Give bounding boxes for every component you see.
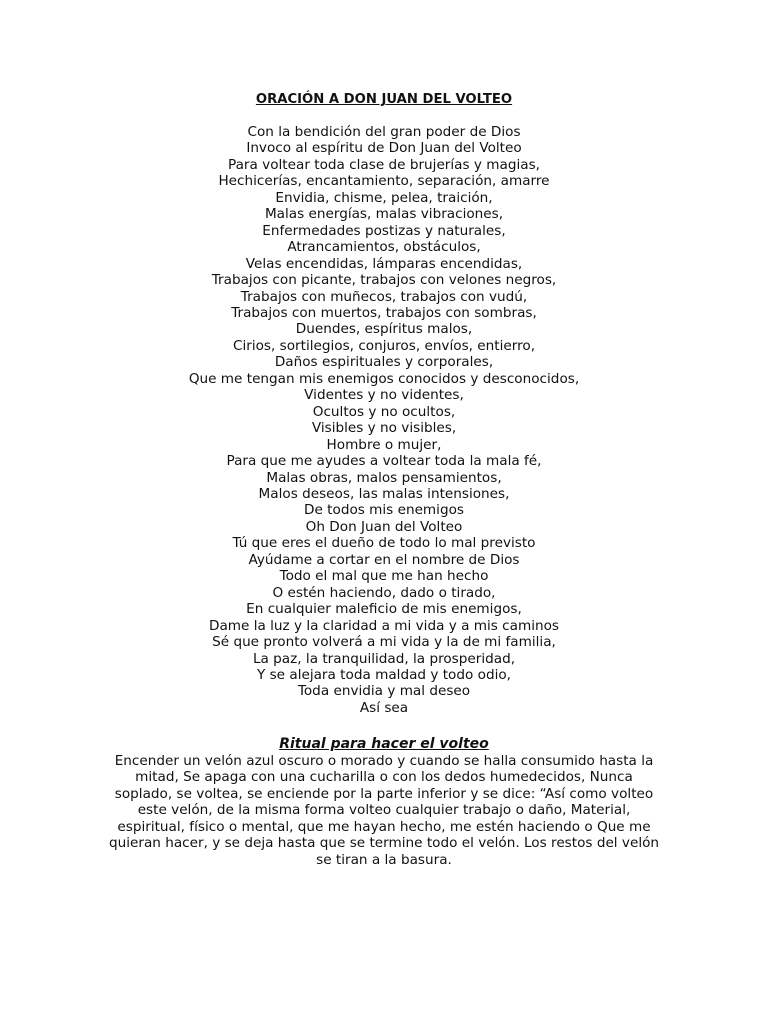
prayer-line: Para que me ayudes a voltear toda la mala fé, xyxy=(226,453,542,470)
document-title: ORACIÓN A DON JUAN DEL VOLTEO xyxy=(255,92,513,107)
prayer-line: Velas encendidas, lámparas encendidas, xyxy=(245,255,523,272)
prayer-line: Ocultos y no ocultos, xyxy=(312,403,456,420)
ritual-paragraph: Encender un velón azul oscuro o morado y cuando se halla consumido hasta la mitad, Se apaga con una cucharilla o con los dedos humedecidos, Nunca soplado, se voltea, se enciende por la parte inferior y se dice: “Así como volteo este velón, de la misma forma volteo cualquier trabajo o daño, Material, espiritual, físico o mental, que me hayan hecho, me estén haciendo o Que me quieran hacer, y se deja hasta que se termine todo el velón. Los restos del velón se tiran a la basura. xyxy=(108,753,660,868)
prayer-line: Así sea xyxy=(359,699,409,716)
prayer-line: Trabajos con picante, trabajos con velones negros, xyxy=(211,272,557,289)
prayer-line: Cirios, sortilegios, conjuros, envíos, entierro, xyxy=(232,337,536,354)
prayer-line: Hombre o mujer, xyxy=(326,436,442,453)
prayer-line: Todo el mal que me han hecho xyxy=(279,568,489,585)
prayer-line: Y se alejara toda maldad y todo odio, xyxy=(256,666,512,683)
prayer-line: Que me tengan mis enemigos conocidos y desconocidos, xyxy=(188,370,580,387)
prayer-line: Ayúdame a cortar en el nombre de Dios xyxy=(248,551,520,568)
prayer-line: Malos deseos, las malas intensiones, xyxy=(258,485,510,502)
prayer-line: Oh Don Juan del Volteo xyxy=(305,518,463,535)
prayer-line: Malas obras, malos pensamientos, xyxy=(266,469,502,486)
prayer-line: Duendes, espíritus malos, xyxy=(295,321,473,338)
prayer-line: Trabajos con muñecos, trabajos con vudú, xyxy=(240,288,528,305)
ritual-heading: Ritual para hacer el volteo xyxy=(279,736,489,752)
prayer-line: Hechicerías, encantamiento, separación, amarre xyxy=(218,173,550,190)
prayer-line: La paz, la tranquilidad, la prosperidad, xyxy=(252,650,516,667)
prayer-line: Toda envidia y mal deseo xyxy=(297,683,471,700)
prayer-line: Sé que pronto volverá a mi vida y la de mi familia, xyxy=(212,634,556,651)
prayer-line: Atrancamientos, obstáculos, xyxy=(287,239,481,256)
prayer-line: Tú que eres el dueño de todo lo mal previsto xyxy=(232,535,536,552)
prayer-line: Con la bendición del gran poder de Dios xyxy=(247,124,521,140)
prayer-line: Enfermedades postizas y naturales, xyxy=(262,222,506,239)
prayer-line: Daños espirituales y corporales, xyxy=(274,354,494,371)
prayer-line: O estén haciendo, dado o tirado, xyxy=(272,584,496,601)
prayer-line: Envidia, chisme, pelea, traición, xyxy=(275,189,493,206)
prayer-text xyxy=(0,124,768,716)
prayer-line: Malas energías, malas vibraciones, xyxy=(264,206,504,223)
prayer-line: Para voltear toda clase de brujerías y magias, xyxy=(228,156,540,173)
prayer-line: De todos mis enemigos xyxy=(304,502,464,519)
prayer-line: Visibles y no visibles, xyxy=(311,420,457,437)
prayer-line: Invoco al espíritu de Don Juan del Volteo xyxy=(246,140,522,157)
prayer-line: Videntes y no videntes, xyxy=(304,387,464,404)
prayer-line: Trabajos con muertos, trabajos con sombras, xyxy=(231,304,537,321)
prayer-line: Dame la luz y la claridad a mi vida y a mis caminos xyxy=(208,617,560,634)
prayer-line: En cualquier maleficio de mis enemigos, xyxy=(246,601,522,618)
